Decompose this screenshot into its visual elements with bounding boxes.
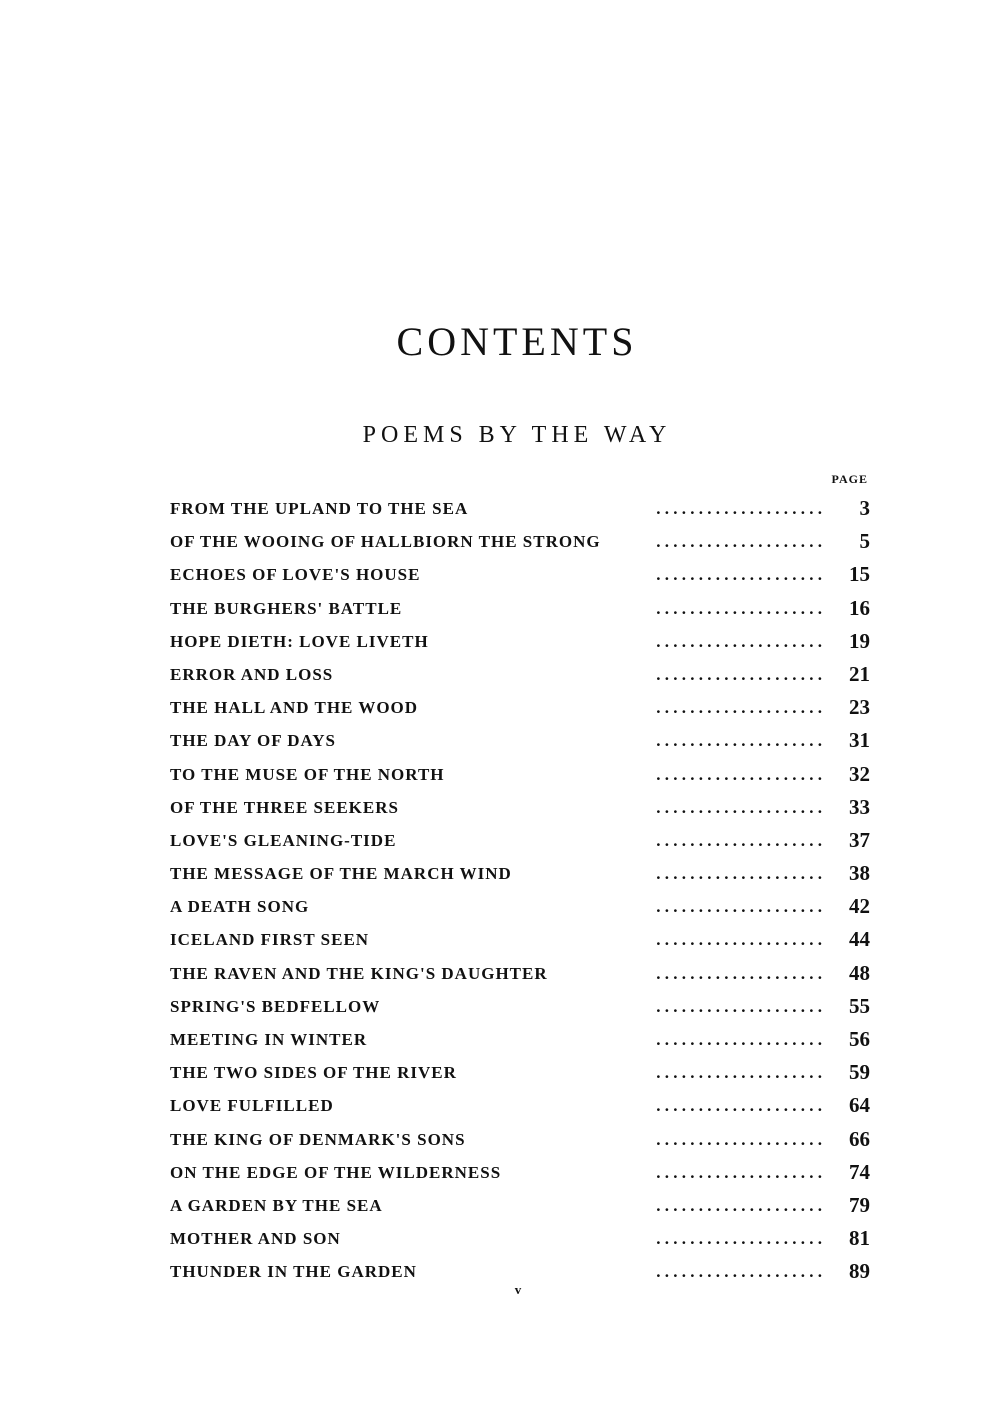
entry-page-number: 66 — [849, 1126, 870, 1151]
entry-title: HOPE DIETH: LOVE LIVETH — [170, 625, 437, 658]
page-column-label: PAGE — [831, 472, 868, 486]
entry-page-number: 16 — [849, 595, 870, 620]
dot-leader: . . . . . . . . . . . . . . . . . . . . — [656, 797, 822, 817]
entry-title: ERROR AND LOSS — [170, 658, 341, 691]
contents-entry — [170, 824, 870, 857]
entry-title: THE KING OF DENMARK'S SONS — [170, 1123, 474, 1156]
contents-entry — [170, 525, 870, 558]
contents-entry — [170, 1156, 870, 1189]
entry-page-number: 42 — [849, 894, 870, 919]
entry-page-number: 23 — [849, 695, 870, 720]
entry-title: FROM THE UPLAND TO THE SEA — [170, 492, 476, 525]
entry-title: LOVE FULFILLED — [170, 1089, 342, 1122]
contents-entry — [170, 1023, 870, 1056]
dot-leader: . . . . . . . . . . . . . . . . . . . . — [656, 897, 822, 917]
contents-entry — [170, 658, 870, 691]
dot-leader: . . . . . . . . . . . . . . . . . . . . — [656, 1262, 822, 1282]
entry-page-number: 31 — [849, 728, 870, 753]
dot-leader: . . . . . . . . . . . . . . . . . . . . — [656, 864, 822, 884]
contents-entry — [170, 724, 870, 757]
entry-page-number: 38 — [849, 861, 870, 886]
dot-leader: . . . . . . . . . . . . . . . . . . . . — [656, 1030, 822, 1049]
dot-leader: . . . . . . . . . . . . . . . . . . . . — [656, 1096, 822, 1116]
entry-title: OF THE THREE SEEKERS — [170, 791, 407, 824]
entry-title: THE DAY OF DAYS — [170, 724, 344, 757]
contents-entry — [170, 691, 870, 724]
contents-entry — [170, 592, 870, 625]
contents-entry — [170, 1123, 870, 1156]
entry-title: ON THE EDGE OF THE WILDERNESS — [170, 1156, 509, 1189]
folio: v — [514, 1282, 522, 1297]
contents-entry — [170, 890, 870, 923]
entry-page-number: 48 — [849, 960, 870, 985]
entry-title: THE BURGHERS' BATTLE — [170, 592, 410, 625]
entry-page-number: 15 — [849, 562, 870, 587]
contents-entry — [170, 990, 870, 1023]
contents-entry — [170, 1089, 870, 1122]
contents-entry — [170, 791, 870, 824]
dot-leader: . . . . . . . . . . . . . . . . . . . . — [656, 598, 822, 618]
entry-title: OF THE WOOING OF HALLBIORN THE STRONG — [170, 525, 609, 558]
dot-leader: . . . . . . . . . . . . . . . . . . . . — [656, 698, 822, 718]
dot-leader: . . . . . . . . . . . . . . . . . . . . — [656, 631, 822, 651]
entry-title: THE MESSAGE OF THE MARCH WIND — [170, 857, 520, 890]
dot-leader: . . . . . . . . . . . . . . . . . . . . — [656, 731, 822, 751]
entry-title: THE HALL AND THE WOOD — [170, 691, 426, 724]
entry-page-number: 5 — [859, 529, 870, 554]
entry-title: SPRING'S BEDFELLOW — [170, 990, 388, 1023]
dot-leader: . . . . . . . . . . . . . . . . . . . . — [656, 963, 822, 983]
contents-list — [170, 492, 870, 1289]
entry-page-number: 3 — [859, 496, 870, 520]
dot-leader: . . . . . . . . . . . . . . . . . . . . — [656, 830, 822, 850]
dot-leader: . . . . . . . . . . . . . . . . . . . . — [656, 930, 822, 950]
entry-page-number: 19 — [849, 628, 870, 653]
entry-page-number: 89 — [849, 1259, 870, 1284]
entry-page-number: 64 — [849, 1093, 870, 1118]
entry-page-number: 59 — [849, 1060, 870, 1085]
entry-title: MEETING IN WINTER — [170, 1023, 375, 1056]
contents-entry — [170, 1189, 870, 1222]
entry-page-number: 74 — [849, 1159, 870, 1184]
contents-entry — [170, 625, 870, 658]
entry-title: TO THE MUSE OF THE NORTH — [170, 758, 453, 791]
entry-title: THUNDER IN THE GARDEN — [170, 1255, 425, 1288]
contents-entry — [170, 1222, 870, 1255]
contents-entry — [170, 857, 870, 890]
entry-title: A DEATH SONG — [170, 890, 317, 923]
contents-entry — [170, 957, 870, 990]
contents-entry — [170, 558, 870, 591]
page-title: CONTENTS — [396, 319, 638, 364]
entry-page-number: 33 — [849, 794, 870, 819]
dot-leader: . . . . . . . . . . . . . . . . . . . . — [656, 532, 822, 552]
entry-page-number: 32 — [849, 761, 870, 786]
entry-title: ECHOES OF LOVE'S HOUSE — [170, 558, 428, 591]
entry-title: A GARDEN BY THE SEA — [170, 1189, 391, 1222]
entry-page-number: 44 — [849, 927, 870, 952]
dot-leader: . . . . . . . . . . . . . . . . . . . . — [656, 1063, 822, 1083]
contents-entry — [170, 492, 870, 525]
entry-page-number: 56 — [849, 1027, 870, 1051]
dot-leader: . . . . . . . . . . . . . . . . . . . . — [656, 996, 822, 1016]
entry-page-number: 79 — [849, 1192, 870, 1217]
contents-entry — [170, 1255, 870, 1288]
entry-page-number: 81 — [849, 1226, 870, 1251]
contents-entry — [170, 923, 870, 956]
dot-leader: . . . . . . . . . . . . . . . . . . . . — [656, 499, 822, 518]
entry-title: MOTHER AND SON — [170, 1222, 349, 1255]
entry-page-number: 37 — [849, 827, 870, 852]
dot-leader: . . . . . . . . . . . . . . . . . . . . — [656, 565, 822, 585]
contents-entry — [170, 1056, 870, 1089]
entry-page-number: 55 — [849, 993, 870, 1018]
entry-page-number: 21 — [849, 661, 870, 686]
dot-leader: . . . . . . . . . . . . . . . . . . . . — [656, 1129, 822, 1149]
dot-leader: . . . . . . . . . . . . . . . . . . . . — [656, 1162, 822, 1182]
entry-title: ICELAND FIRST SEEN — [170, 923, 377, 956]
entry-title: THE RAVEN AND THE KING'S DAUGHTER — [170, 957, 556, 990]
dot-leader: . . . . . . . . . . . . . . . . . . . . — [656, 764, 822, 784]
dot-leader: . . . . . . . . . . . . . . . . . . . . — [656, 1229, 822, 1249]
section-title: POEMS BY THE WAY — [362, 422, 672, 448]
entry-title: LOVE'S GLEANING-TIDE — [170, 824, 404, 857]
entry-title: THE TWO SIDES OF THE RIVER — [170, 1056, 465, 1089]
dot-leader: . . . . . . . . . . . . . . . . . . . . — [656, 664, 822, 684]
contents-entry — [170, 758, 870, 791]
dot-leader: . . . . . . . . . . . . . . . . . . . . — [656, 1195, 822, 1215]
